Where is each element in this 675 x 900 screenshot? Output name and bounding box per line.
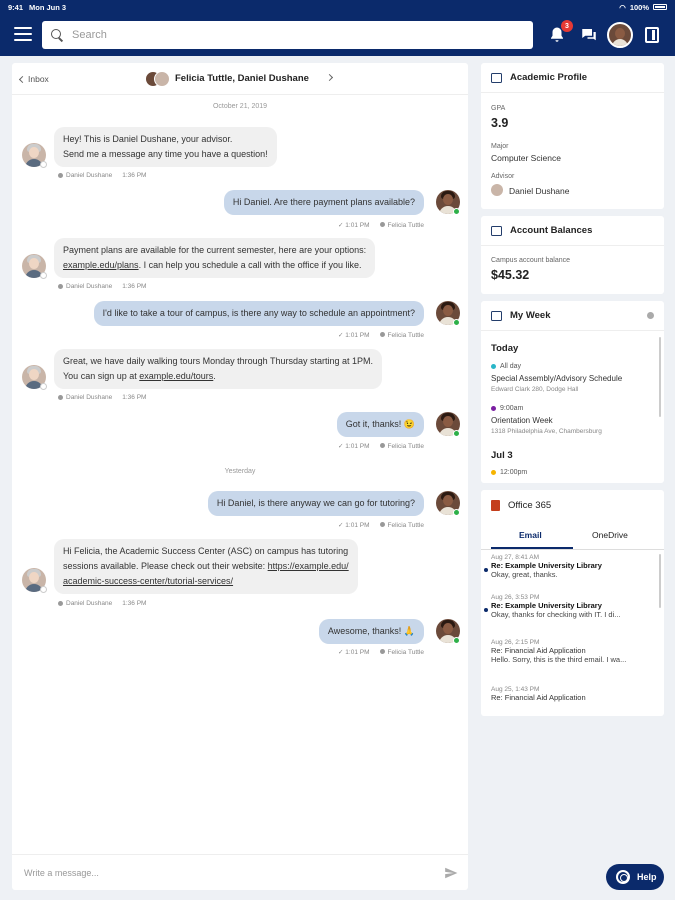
message-composer xyxy=(12,854,468,890)
user-avatar[interactable] xyxy=(607,22,633,48)
email-preview: Okay, thanks for checking with IT. I di... xyxy=(491,610,621,619)
event-dot xyxy=(491,406,496,411)
message-meta: ✓ 1:01 PM Felicia Tuttle xyxy=(338,442,424,450)
event-dot xyxy=(491,364,496,369)
lifebuoy-icon xyxy=(616,870,630,884)
user-icon xyxy=(380,222,385,227)
tab-onedrive[interactable]: OneDrive xyxy=(592,530,628,540)
help-button[interactable] xyxy=(606,864,664,890)
message-meta: ✓ 1:01 PM Felicia Tuttle xyxy=(338,648,424,656)
card-title: Academic Profile xyxy=(510,72,588,83)
conversation-header xyxy=(12,63,468,95)
email-preview: Hello. Sorry, this is the third email. I wa... xyxy=(491,655,627,664)
online-indicator xyxy=(453,430,460,437)
sender-name: Daniel Dushane xyxy=(66,172,113,179)
chevron-left-icon xyxy=(19,75,26,82)
office365-card xyxy=(481,490,664,716)
app-bar xyxy=(0,14,675,56)
card-title: Office 365 xyxy=(508,499,552,511)
message-meta xyxy=(58,600,146,607)
sender-name: Daniel Dushane xyxy=(66,283,113,290)
message-time: 1:01 PM xyxy=(345,649,370,656)
message-time: 1:01 PM xyxy=(345,222,370,229)
message-link[interactable]: https://example.edu/ xyxy=(267,561,349,571)
email-item[interactable] xyxy=(491,639,656,664)
status-date: Mon Jun 3 xyxy=(29,2,67,12)
office-logo-icon xyxy=(491,500,500,511)
major-value: Computer Science xyxy=(491,153,561,163)
battery-icon xyxy=(653,4,667,10)
conversation-panel xyxy=(12,63,468,890)
user-icon xyxy=(58,601,63,606)
message-text: Got it, thanks! 😉 xyxy=(345,419,415,429)
offline-indicator xyxy=(40,161,47,168)
online-indicator xyxy=(453,509,460,516)
balance-label: Campus account balance xyxy=(491,257,570,264)
active-tab-indicator xyxy=(491,547,573,549)
card-header xyxy=(481,490,664,520)
event-time-text: All day xyxy=(500,363,522,370)
event-location: Edward Clark 280, Dodge Hall xyxy=(491,386,579,393)
event-location: 1318 Philadelphia Ave, Chambersburg xyxy=(491,428,602,435)
message-time: 1:36 PM xyxy=(122,394,147,401)
message-bubble xyxy=(224,190,424,215)
day-heading: Jul 3 xyxy=(491,450,513,461)
sender-name: Felicia Tuttle xyxy=(387,521,424,529)
online-indicator xyxy=(453,637,460,644)
date-separator: October 21, 2019 xyxy=(212,103,268,110)
user-icon xyxy=(380,649,385,654)
search-bar[interactable] xyxy=(42,21,533,49)
event-title[interactable]: Orientation Week xyxy=(491,416,553,425)
online-indicator xyxy=(453,208,460,215)
event-title[interactable]: Special Assembly/Advisory Schedule xyxy=(491,374,623,383)
message-text: Hey! This is Daniel Dushane, your advisor. xyxy=(63,134,233,144)
back-to-inbox-link[interactable] xyxy=(20,74,49,84)
message-bubble xyxy=(319,619,424,644)
wifi-icon: ◠ xyxy=(619,2,626,12)
message-input[interactable] xyxy=(24,865,424,881)
card-title: Account Balances xyxy=(510,225,593,236)
send-icon[interactable] xyxy=(444,866,458,880)
help-label: Help xyxy=(637,872,657,882)
side-panel-icon[interactable] xyxy=(645,27,659,43)
email-item[interactable] xyxy=(491,686,656,702)
status-bar xyxy=(0,0,675,14)
advisor-label: Advisor xyxy=(491,173,515,180)
message-text: sessions available. Please check out their website: xyxy=(63,561,268,571)
gpa-value: 3.9 xyxy=(491,116,509,130)
user-icon xyxy=(380,332,385,337)
message-meta xyxy=(58,172,146,179)
user-icon xyxy=(58,284,63,289)
message-time: 1:36 PM xyxy=(122,172,147,179)
scrollbar[interactable] xyxy=(659,554,661,608)
card-header xyxy=(481,63,664,93)
event-time-text: 12:00pm xyxy=(500,469,528,476)
offline-indicator xyxy=(40,272,47,279)
office-tabs xyxy=(481,526,664,550)
message-bubble xyxy=(54,349,382,389)
my-week-card xyxy=(481,301,664,483)
email-subject: Re: Financial Aid Application xyxy=(491,646,586,655)
message-text: Great, we have daily walking tours Monday through Thursday starting at 1PM. xyxy=(63,356,373,366)
message-time: 1:01 PM xyxy=(345,443,370,450)
offline-indicator xyxy=(40,383,47,390)
chevron-right-icon[interactable] xyxy=(326,74,333,81)
card-header xyxy=(481,301,664,331)
message-text: Hi Daniel, is there anyway we can go for tutoring? xyxy=(216,498,415,508)
user-icon xyxy=(380,522,385,527)
unread-indicator xyxy=(484,568,488,572)
balance-amount: $45.32 xyxy=(491,268,530,282)
message-meta: ✓ 1:01 PM Felicia Tuttle xyxy=(338,221,424,229)
offline-indicator xyxy=(40,586,47,593)
message-text: You can sign up at xyxy=(63,371,140,381)
date-separator: Yesterday xyxy=(224,468,256,475)
menu-icon[interactable] xyxy=(14,27,32,41)
message-time: 1:36 PM xyxy=(122,600,147,607)
message-bubble xyxy=(54,127,277,167)
settings-icon[interactable] xyxy=(647,312,654,319)
email-subject: Re: Financial Aid Application xyxy=(491,693,586,702)
email-preview: Okay, great, thanks. xyxy=(491,570,558,579)
event-time xyxy=(491,405,523,412)
event-time-text: 9:00am xyxy=(500,405,524,412)
message-text: . xyxy=(213,371,216,381)
gpa-label: GPA xyxy=(491,105,506,112)
email-date: Aug 27, 8:41 AM xyxy=(491,554,540,561)
message-link[interactable]: example.edu/tours xyxy=(139,371,214,381)
message-meta xyxy=(58,394,146,401)
email-item[interactable] xyxy=(491,594,656,619)
profile-card-icon xyxy=(491,73,502,83)
sender-name: Felicia Tuttle xyxy=(387,331,424,339)
message-bubble xyxy=(94,301,424,326)
chat-icon[interactable] xyxy=(580,26,598,44)
message-bubble xyxy=(54,238,375,278)
message-text: Awesome, thanks! 🙏 xyxy=(327,626,415,636)
email-date: Aug 25, 1:43 PM xyxy=(491,686,540,693)
participants-avatars xyxy=(145,71,171,89)
user-icon xyxy=(380,443,385,448)
battery-percent: 100% xyxy=(629,2,649,12)
message-bubble xyxy=(337,412,424,437)
tab-email[interactable]: Email xyxy=(519,530,542,540)
notification-badge: 3 xyxy=(561,20,573,32)
search-icon xyxy=(50,28,64,42)
card-header xyxy=(481,216,664,246)
wallet-icon xyxy=(491,226,502,236)
conversation-title: Felicia Tuttle, Daniel Dushane xyxy=(175,73,309,84)
email-date: Aug 26, 3:53 PM xyxy=(491,594,540,601)
sender-name: Daniel Dushane xyxy=(66,600,113,607)
unread-indicator xyxy=(484,608,488,612)
major-label: Major xyxy=(491,143,509,150)
sender-name: Felicia Tuttle xyxy=(387,442,424,450)
online-indicator xyxy=(453,319,460,326)
calendar-icon xyxy=(491,311,502,321)
message-time: 1:01 PM xyxy=(345,332,370,339)
scrollbar[interactable] xyxy=(659,337,661,417)
message-link[interactable]: academic-success-center/tutorial-services/ xyxy=(63,576,234,586)
event-dot xyxy=(491,470,496,475)
message-text: I'd like to take a tour of campus, is there any way to schedule an appointment? xyxy=(102,308,415,318)
sender-name: Daniel Dushane xyxy=(66,394,113,401)
event-time xyxy=(491,363,521,370)
email-date: Aug 26, 2:15 PM xyxy=(491,639,540,646)
day-heading: Today xyxy=(491,343,519,354)
status-time: 9:41 xyxy=(8,2,24,12)
account-balances-card xyxy=(481,216,664,294)
email-subject: Re: Example University Library xyxy=(491,561,602,570)
message-bubble xyxy=(208,491,424,516)
message-meta: ✓ 1:01 PM Felicia Tuttle xyxy=(338,521,424,529)
back-label: Inbox xyxy=(28,74,49,84)
email-subject: Re: Example University Library xyxy=(491,601,602,610)
academic-profile-card xyxy=(481,63,664,209)
message-meta: ✓ 1:01 PM Felicia Tuttle xyxy=(338,331,424,339)
message-text: Hi Daniel. Are there payment plans available? xyxy=(232,197,415,207)
event-time xyxy=(491,469,527,476)
user-icon xyxy=(58,173,63,178)
advisor-avatar-small xyxy=(491,184,503,196)
user-icon xyxy=(58,395,63,400)
message-bubble xyxy=(54,539,358,594)
advisor-name[interactable]: Daniel Dushane xyxy=(509,186,570,196)
message-time: 1:01 PM xyxy=(345,522,370,529)
message-meta xyxy=(58,283,146,290)
message-text: Hi Felicia, the Academic Success Center (ASC) on campus has tutoring xyxy=(63,546,349,556)
message-text: Send me a message any time you have a question! xyxy=(63,149,268,159)
message-time: 1:36 PM xyxy=(122,283,147,290)
message-link[interactable]: example.edu/plans xyxy=(63,260,139,270)
message-text: . I can help you schedule a call with the office if you like. xyxy=(138,260,362,270)
sender-name: Felicia Tuttle xyxy=(387,648,424,656)
card-title: My Week xyxy=(510,310,551,321)
message-text: Payment plans are available for the current semester, here are your options: xyxy=(63,245,367,255)
sender-name: Felicia Tuttle xyxy=(387,221,424,229)
email-item[interactable] xyxy=(491,554,656,579)
search-input[interactable] xyxy=(72,29,512,41)
